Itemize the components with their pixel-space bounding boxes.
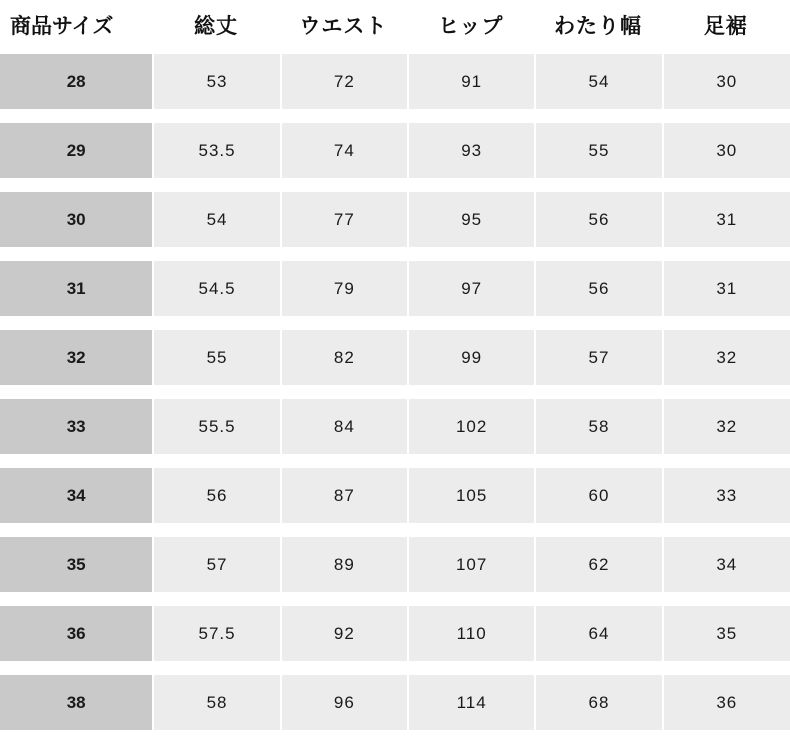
size-cell: 36 <box>0 606 152 661</box>
table-row <box>0 123 790 178</box>
table-row-gap-cell <box>0 247 790 261</box>
measurement-cell: 33 <box>662 468 790 523</box>
measurement-cell: 32 <box>662 399 790 454</box>
measurement-cell: 58 <box>152 675 279 730</box>
measurement-cell: 89 <box>280 537 407 592</box>
measurement-cell: 57 <box>152 537 279 592</box>
table-row-gap-cell <box>0 109 790 123</box>
size-cell: 38 <box>0 675 152 730</box>
table-row <box>0 192 790 247</box>
measurement-cell: 92 <box>280 606 407 661</box>
measurement-cell: 32 <box>662 330 790 385</box>
measurement-cell: 54.5 <box>152 261 279 316</box>
table-row <box>0 330 790 385</box>
measurement-cell: 79 <box>280 261 407 316</box>
table-row-gap-cell <box>0 178 790 192</box>
size-cell: 30 <box>0 192 152 247</box>
measurement-cell: 56 <box>152 468 279 523</box>
measurement-cell: 96 <box>280 675 407 730</box>
table-row <box>0 399 790 454</box>
measurement-cell: 35 <box>662 606 790 661</box>
table-row <box>0 261 790 316</box>
table-row-gap <box>0 247 790 261</box>
measurement-cell: 87 <box>280 468 407 523</box>
table-row-gap-cell <box>0 661 790 675</box>
measurement-cell: 95 <box>407 192 534 247</box>
size-cell: 35 <box>0 537 152 592</box>
measurement-cell: 114 <box>407 675 534 730</box>
column-header-size: 商品サイズ <box>0 0 152 54</box>
table-row <box>0 675 790 730</box>
measurement-cell: 105 <box>407 468 534 523</box>
measurement-cell: 60 <box>534 468 661 523</box>
measurement-cell: 64 <box>534 606 661 661</box>
size-cell: 34 <box>0 468 152 523</box>
table-row <box>0 54 790 109</box>
measurement-cell: 72 <box>280 54 407 109</box>
measurement-cell: 84 <box>280 399 407 454</box>
measurement-cell: 57 <box>534 330 661 385</box>
size-cell: 29 <box>0 123 152 178</box>
measurement-cell: 57.5 <box>152 606 279 661</box>
measurement-cell: 31 <box>662 261 790 316</box>
table-row <box>0 468 790 523</box>
measurement-cell: 54 <box>152 192 279 247</box>
table-row-gap <box>0 592 790 606</box>
measurement-cell: 110 <box>407 606 534 661</box>
measurement-cell: 77 <box>280 192 407 247</box>
table-row-gap <box>0 523 790 537</box>
column-header-total-length: 総丈 <box>152 0 279 54</box>
table-row <box>0 606 790 661</box>
measurement-cell: 93 <box>407 123 534 178</box>
table-row-gap-cell <box>0 523 790 537</box>
measurement-cell: 74 <box>280 123 407 178</box>
measurement-cell: 53 <box>152 54 279 109</box>
table-row-gap-cell <box>0 592 790 606</box>
measurement-cell: 62 <box>534 537 661 592</box>
measurement-cell: 34 <box>662 537 790 592</box>
table-row <box>0 537 790 592</box>
measurement-cell: 55.5 <box>152 399 279 454</box>
table-row-gap <box>0 109 790 123</box>
measurement-cell: 99 <box>407 330 534 385</box>
column-header-thigh-width: わたり幅 <box>534 0 661 54</box>
size-cell: 31 <box>0 261 152 316</box>
table-row-gap <box>0 454 790 468</box>
table-row-gap-cell <box>0 454 790 468</box>
measurement-cell: 58 <box>534 399 661 454</box>
measurement-cell: 31 <box>662 192 790 247</box>
measurement-cell: 56 <box>534 192 661 247</box>
measurement-cell: 107 <box>407 537 534 592</box>
table-row-gap <box>0 178 790 192</box>
table-row-gap-cell <box>0 385 790 399</box>
measurement-cell: 102 <box>407 399 534 454</box>
size-cell: 32 <box>0 330 152 385</box>
table-row-gap-cell <box>0 316 790 330</box>
measurement-cell: 97 <box>407 261 534 316</box>
table-row-gap <box>0 316 790 330</box>
measurement-cell: 91 <box>407 54 534 109</box>
table-header <box>0 0 790 54</box>
column-header-waist: ウエスト <box>280 0 407 54</box>
measurement-cell: 68 <box>534 675 661 730</box>
measurement-cell: 55 <box>152 330 279 385</box>
size-cell: 33 <box>0 399 152 454</box>
measurement-cell: 36 <box>662 675 790 730</box>
table-row-gap <box>0 385 790 399</box>
measurement-cell: 30 <box>662 123 790 178</box>
measurement-cell: 82 <box>280 330 407 385</box>
measurement-cell: 30 <box>662 54 790 109</box>
size-cell: 28 <box>0 54 152 109</box>
column-header-hem: 足裾 <box>662 0 790 54</box>
table-body <box>0 54 790 730</box>
table-header-row <box>0 0 790 54</box>
table-row-gap <box>0 661 790 675</box>
column-header-hip: ヒップ <box>407 0 534 54</box>
measurement-cell: 53.5 <box>152 123 279 178</box>
measurement-cell: 54 <box>534 54 661 109</box>
measurement-cell: 55 <box>534 123 661 178</box>
measurement-cell: 56 <box>534 261 661 316</box>
